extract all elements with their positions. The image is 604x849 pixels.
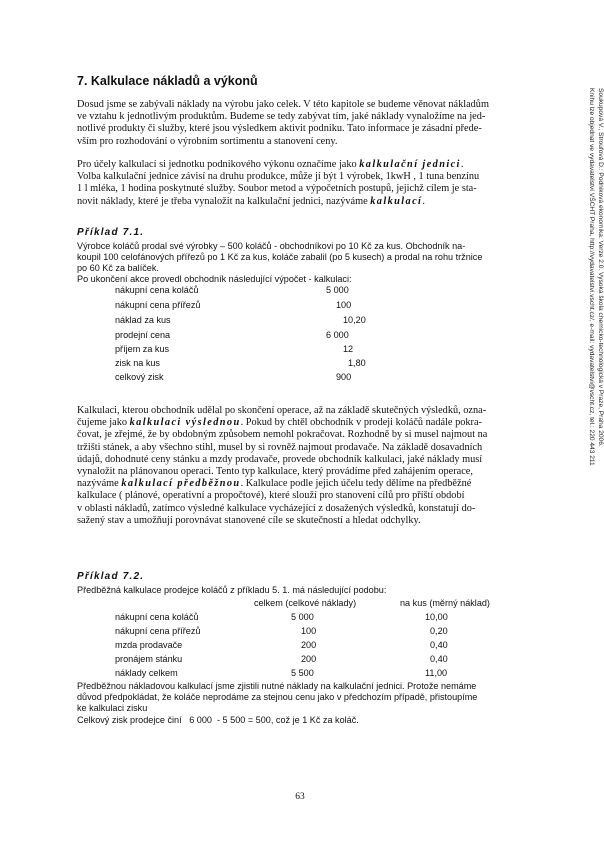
text: nazýváme bbox=[77, 478, 122, 490]
text-line: po 60 Kč za balíček. bbox=[77, 263, 159, 273]
text: Pro účely kalkulací si jednotku podnikového výkonu označíme jako bbox=[77, 159, 360, 170]
text-line bbox=[77, 478, 517, 490]
sidebar-text bbox=[587, 88, 604, 648]
text-line: notlivé produkty či služby, které jsou výsledkem aktivit podniku. Tato informace je zásadní přede- bbox=[77, 123, 482, 135]
paragraph-calc-types bbox=[77, 405, 517, 527]
table-row-value: 6 000 bbox=[326, 330, 349, 340]
keyword: kalkulaci výslednou bbox=[129, 417, 241, 429]
page-number: 63 bbox=[295, 792, 305, 802]
example-outro bbox=[77, 681, 477, 714]
table-row-label: nákupní cena koláčů bbox=[115, 285, 199, 295]
text-line: Po ukončení akce provedl obchodník následující výpočet - kalkulaci: bbox=[77, 274, 352, 284]
table-row-label: nákupní cena přířezů bbox=[115, 300, 201, 310]
text: čujeme jako bbox=[77, 417, 130, 429]
sidebar-citation bbox=[568, 88, 604, 648]
text-line: důvod předpokládat, že koláče neprodáme za stejnou cenu jako v předchozím případě, přistoupíme bbox=[77, 692, 478, 702]
example-title: Příklad 7.2. bbox=[77, 571, 145, 582]
order-info-line: Knihu lze objednat ve vydavatelství VŠCHT Praha, http://vydavatelstvi.vscht.cz/, e-mail: vydavatelstvi@vscht.cz, tel.: 220 443 211 bbox=[588, 88, 596, 466]
text-line: tržišti stánek, a aby všechno stihl, musel by si rovněž najmout prodavače. Na základě dosavadních bbox=[77, 441, 483, 453]
table-row-unit: 11,00 bbox=[425, 668, 448, 678]
table-row-total: 200 bbox=[301, 654, 317, 664]
keyword: kalkulací předběžnou bbox=[121, 478, 241, 490]
text-line: údajů, dohodnuté ceny stánku a mzdy prodavače, provede obchodník kalkulaci, jaké náklady musí bbox=[77, 453, 483, 465]
text-line: kalkulace ( plánové, operativní a propočtové), které slouží pro stanovení cílů pro příští období bbox=[77, 490, 465, 502]
table-row-total: 100 bbox=[301, 626, 317, 636]
table-row-label: pronájem stánku bbox=[115, 654, 183, 664]
table-header: na kus (měrný náklad) bbox=[400, 598, 490, 608]
text: . bbox=[422, 195, 425, 207]
table-row-label: mzda prodavače bbox=[115, 640, 183, 650]
table-row-label: zisk na kus bbox=[115, 358, 160, 368]
page-title: 7. Kalkulace nákladů a výkonů bbox=[77, 74, 258, 88]
table-row-label: náklady celkem bbox=[115, 668, 178, 678]
keyword: kalkulační jednici bbox=[359, 159, 461, 170]
text-line: Dosud jsme se zabývali náklady na výrobu jako celek. V této kapitole se budeme věnovat nákladům bbox=[77, 99, 489, 110]
table-row-label: příjem za kus bbox=[115, 344, 170, 354]
profit-line: Celkový zisk prodejce činí 6 000 - 5 500 = 500, což je 1 Kč za koláč. bbox=[77, 715, 359, 725]
keyword: kalkulací bbox=[370, 195, 423, 207]
text-line: čovat, je zřejmé, že by obdobným způsobem nemohl pokračovat. Rozhodně by si musel najmout na bbox=[77, 429, 488, 441]
table-row-value: 1,80 bbox=[348, 358, 366, 368]
table-row-total: 5 000 bbox=[291, 612, 314, 622]
table-row-unit: 10,00 bbox=[425, 612, 448, 622]
table-row-label: náklad za kus bbox=[115, 315, 171, 325]
table-row-unit: 0,40 bbox=[430, 654, 448, 664]
text-line: ve vztahu k jednotlivým produktům. Budeme se tedy zabývat tím, jaké náklady vynaložíme na jed- bbox=[77, 111, 486, 123]
text-line: Volba kalkulační jednice závisí na druhu produkce, může jí být 1 výrobek, 1kwH , 1 tuna benzínu bbox=[77, 171, 480, 183]
text-line bbox=[77, 159, 517, 171]
text: . bbox=[460, 159, 464, 170]
table-row-label: celkový zisk bbox=[115, 372, 164, 382]
table-row-value: 100 bbox=[336, 300, 352, 310]
table-row-label: nákupní cena koláčů bbox=[115, 612, 199, 622]
table-row-unit: 0,40 bbox=[430, 640, 448, 650]
table-row-unit: 0,20 bbox=[430, 626, 448, 636]
text-line bbox=[77, 417, 517, 429]
example-intro bbox=[77, 241, 482, 285]
table-row-total: 200 bbox=[301, 640, 317, 650]
table-header: celkem (celkové náklady) bbox=[254, 598, 357, 608]
text: novit náklady, které je třeba vynaložit na kalkulační jednici, nazýváme bbox=[77, 195, 371, 207]
text-line: Výrobce koláčů prodal své výrobky – 500 koláčů - obchodníkovi po 10 Kč za kus. Obchodník na- bbox=[77, 241, 466, 251]
text-line: koupil 100 celofánových přířezů po 1 Kč za kus, koláče zabalil (po 5 kusech) a prodal na rohu tržnice bbox=[77, 252, 483, 262]
paragraph-intro bbox=[77, 99, 517, 148]
table-row-value: 900 bbox=[336, 372, 352, 382]
text-line: ke kalkulaci zisku bbox=[77, 703, 148, 713]
table-row-label: nákupní cena přířezů bbox=[115, 626, 201, 636]
text: . Kalkulace podle jejich účelu tedy dělíme na předběžné bbox=[240, 478, 472, 490]
text-line: v oblasti nákladů, zatímco výsledné kalkulace vycházející z dosažených výsledků, konstatují do- bbox=[77, 502, 476, 514]
paragraph-calc-unit bbox=[77, 159, 517, 208]
text-line: Předběžnou nákladovou kalkulací jsme zjistili nutné náklady na kalkulační jednici. Protože nemáme bbox=[77, 681, 477, 691]
table-row-value: 5 000 bbox=[326, 285, 349, 295]
table-row-value: 12 bbox=[343, 344, 354, 354]
text-line: vším pro rozhodování o výrobním sortimentu a stanovení ceny. bbox=[77, 135, 338, 147]
text-line: Kalkulaci, kterou obchodník udělal po skončení operace, až na základě skutečných výsledků, ozna- bbox=[77, 405, 487, 416]
text-line: vynaložit na plánovanou operaci. Tento typ kalkulace, který provádíme před zahájením operace, bbox=[77, 466, 473, 478]
text-line: 1 l mléka, 1 hodina poskytnuté služby. Soubor metod a výpočetních postupů, jejichž cílem je sta- bbox=[77, 183, 477, 195]
table-row-total: 5 500 bbox=[291, 668, 314, 678]
example-title: Příklad 7.1. bbox=[77, 227, 145, 238]
text-line bbox=[77, 196, 517, 208]
table-row-label: prodejní cena bbox=[115, 330, 171, 340]
text-line: sažený stav a umožňují porovnávat stanovené cíle se skutečností a hledat odchylky. bbox=[77, 514, 421, 526]
table-row-value: 10,20 bbox=[343, 315, 366, 325]
example-intro: Předběžná kalkulace prodejce koláčů z příkladu 5. 1. má následující podobu: bbox=[77, 585, 387, 595]
citation-line: Soukupová V., Stroufová D.: Podniková ekonomika. Verze 2.0. Vysoká škola chemicko-technologická v Praze, Praha 2006. bbox=[597, 88, 604, 447]
text: . Pokud by chtěl obchodník v prodeji koláčů nadále pokra- bbox=[240, 417, 482, 429]
